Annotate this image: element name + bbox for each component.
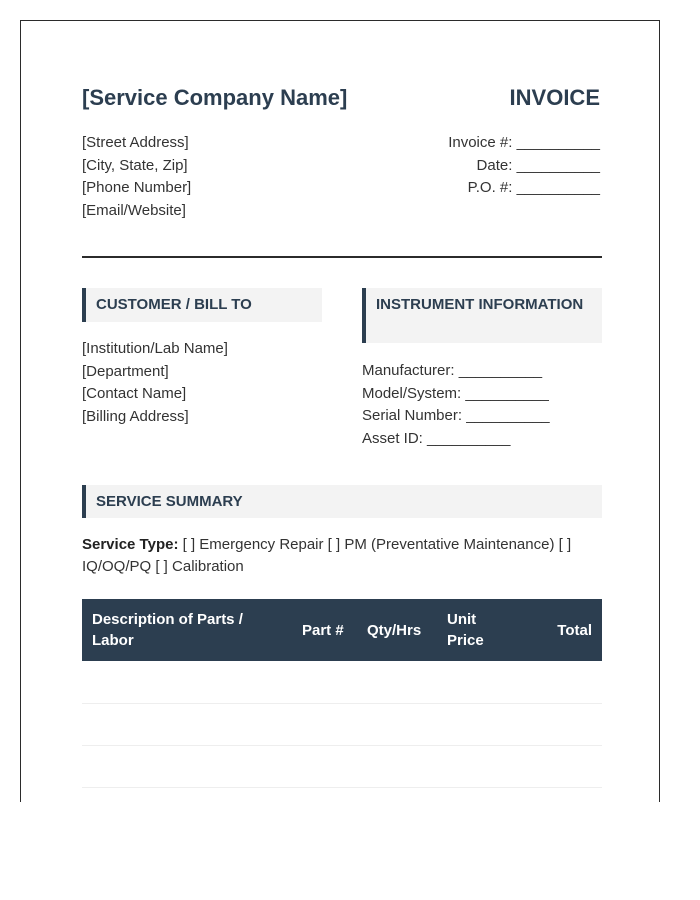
- service-type-options: [ ] Emergency Repair [ ] PM (Preventative Maintenance) [ ] IQ/OQ/PQ [ ] Calibration: [82, 536, 572, 575]
- invoice-number-field: Invoice #: __________: [448, 134, 600, 151]
- table-cell: [517, 661, 602, 703]
- column-header-part-number: Part #: [292, 599, 357, 661]
- table-header-row: [82, 599, 602, 661]
- table-cell: [82, 661, 292, 703]
- city-state-zip: [City, State, Zip]: [82, 156, 188, 174]
- manufacturer-field: Manufacturer: __________: [362, 362, 543, 379]
- po-number-field: P.O. #: __________: [467, 179, 600, 196]
- model-system-field: Model/System: __________: [362, 384, 549, 402]
- table-cell: [517, 703, 602, 745]
- table-cell: [437, 703, 517, 745]
- table-cell: [437, 661, 517, 703]
- company-address: [82, 132, 191, 222]
- phone-number: [Phone Number]: [82, 179, 192, 196]
- column-header-unit-price: Unit Price: [437, 599, 517, 661]
- invoice-meta: [448, 132, 600, 200]
- table-cell: [517, 745, 602, 787]
- line-items-table: [82, 599, 602, 788]
- table-cell: [292, 745, 357, 787]
- table-cell: [357, 745, 437, 787]
- email-website: [Email/Website]: [82, 201, 186, 219]
- instrument-details: [362, 360, 550, 450]
- table-cell: [82, 703, 292, 745]
- table-cell: [357, 703, 437, 745]
- institution-name: [Institution/Lab Name]: [82, 340, 228, 357]
- service-summary-heading: SERVICE SUMMARY: [82, 485, 602, 518]
- table-row: [82, 703, 602, 745]
- table-row: [82, 745, 602, 787]
- table-cell: [82, 745, 292, 787]
- header-divider: [82, 256, 602, 258]
- invoice-page: [20, 20, 660, 802]
- table-cell: [292, 661, 357, 703]
- street-address: [Street Address]: [82, 134, 189, 151]
- serial-number-field: Serial Number: __________: [362, 407, 550, 424]
- table-cell: [437, 745, 517, 787]
- asset-id-field: Asset ID: __________: [362, 429, 511, 447]
- document-title: INVOICE: [509, 85, 600, 110]
- table-cell: [357, 661, 437, 703]
- instrument-section-heading: INSTRUMENT INFORMATION: [362, 288, 602, 343]
- service-type: [82, 534, 602, 578]
- column-header-description: Description of Parts / Labor: [82, 599, 292, 661]
- invoice-date-field: Date: __________: [476, 156, 600, 174]
- contact-name: [Contact Name]: [82, 385, 187, 402]
- customer-details: [82, 338, 228, 428]
- customer-section-heading: CUSTOMER / BILL TO: [82, 288, 322, 322]
- table-cell: [292, 703, 357, 745]
- department: [Department]: [82, 362, 169, 380]
- service-type-label: Service Type:: [82, 536, 179, 553]
- company-name: [Service Company Name]: [82, 85, 348, 110]
- column-header-total: Total: [517, 599, 602, 661]
- billing-address: [Billing Address]: [82, 407, 189, 425]
- table-row: [82, 661, 602, 703]
- column-header-qty-hrs: Qty/Hrs: [357, 599, 437, 661]
